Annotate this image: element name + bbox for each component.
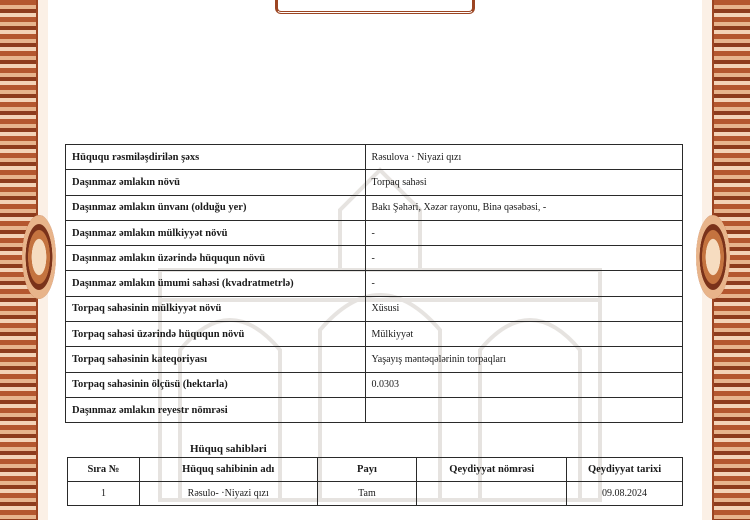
table-row (66, 372, 683, 397)
column-header-owner-name: Hüquq sahibinin adı (139, 458, 317, 482)
table-row (66, 195, 683, 220)
row-value: Rəsulova · Niyazi qızı (365, 145, 682, 170)
column-header-number: Sıra № (68, 458, 140, 482)
ornament-medallion-left (22, 215, 56, 299)
table-row (66, 322, 683, 347)
owner-number: 1 (68, 482, 140, 506)
row-value: - (365, 220, 682, 245)
table-row (66, 296, 683, 321)
owner-registration-number (417, 482, 567, 506)
row-label: Torpaq sahəsinin kateqoriyası (66, 347, 366, 372)
property-details-table (65, 144, 683, 423)
row-label: Daşınmaz əmlakın mülkiyyət növü (66, 220, 366, 245)
ornament-medallion-right (696, 215, 730, 299)
table-row (66, 246, 683, 271)
row-value: Torpaq sahəsi (365, 170, 682, 195)
table-row (66, 271, 683, 296)
row-value: - (365, 271, 682, 296)
row-value: - (365, 246, 682, 271)
row-value (365, 397, 682, 422)
table-row (66, 220, 683, 245)
table-header-row (68, 458, 683, 482)
owner-name: Rəsulo- ·Niyazi qızı (139, 482, 317, 506)
owner-registration-date: 09.08.2024 (567, 482, 683, 506)
owners-section-title: Hüquq sahibləri (190, 443, 267, 455)
row-value: Bakı Şəhəri, Xəzər rayonu, Binə qəsəbəsi, - (365, 195, 682, 220)
owners-table (67, 457, 683, 506)
top-ornament (275, 0, 475, 14)
row-label: Daşınmaz əmlakın ünvanı (olduğu yer) (66, 195, 366, 220)
row-label: Hüququ rəsmiləşdirilən şəxs (66, 145, 366, 170)
table-row (68, 482, 683, 506)
row-label: Torpaq sahəsinin mülkiyyət növü (66, 296, 366, 321)
table-row (66, 347, 683, 372)
column-header-registration-date: Qeydiyyat tarixi (567, 458, 683, 482)
row-label: Daşınmaz əmlakın üzərində hüququn növü (66, 246, 366, 271)
row-value: Mülkiyyət (365, 322, 682, 347)
column-header-registration-number: Qeydiyyat nömrəsi (417, 458, 567, 482)
table-row (66, 397, 683, 422)
row-label: Torpaq sahəsi üzərində hüququn növü (66, 322, 366, 347)
row-value: Yaşayış məntəqələrinin torpaqları (365, 347, 682, 372)
row-label: Torpaq sahəsinin ölçüsü (hektarla) (66, 372, 366, 397)
table-row (66, 170, 683, 195)
row-value: 0.0303 (365, 372, 682, 397)
row-value: Xüsusi (365, 296, 682, 321)
table-row (66, 145, 683, 170)
column-header-share: Payı (317, 458, 417, 482)
row-label: Daşınmaz əmlakın növü (66, 170, 366, 195)
row-label: Daşınmaz əmlakın ümumi sahəsi (kvadratmetrlə) (66, 271, 366, 296)
owner-share: Tam (317, 482, 417, 506)
row-label: Daşınmaz əmlakın reyestr nömrəsi (66, 397, 366, 422)
